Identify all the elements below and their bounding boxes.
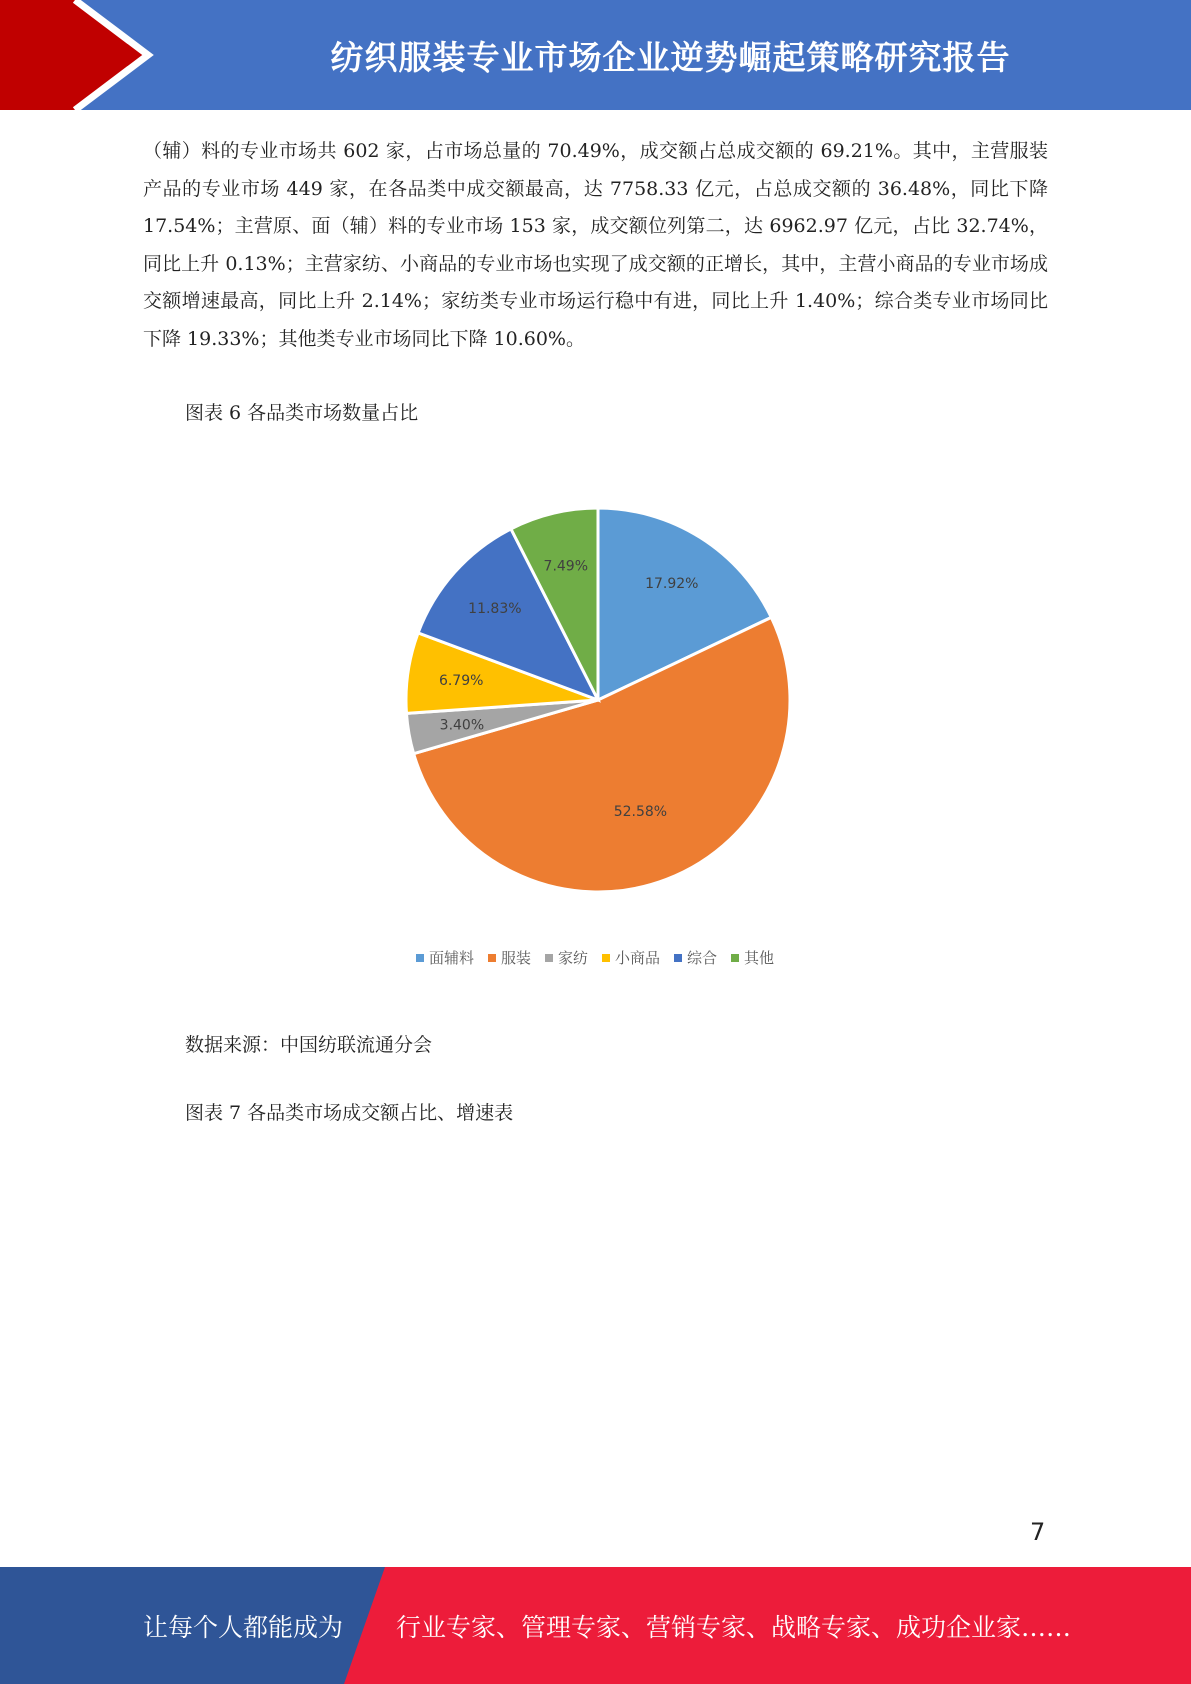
body-paragraph: （辅）料的专业市场共 602 家，占市场总量的 70.49%，成交额占总成交额的 69.21%。其中，主营服装产品的专业市场 449 家，在各品类中成交额最高，达 7758.33 亿元，占总成交额的 36.48%，同比下降 17.54%；主营原、面（辅）料的专业市场 153 家，成交额位列第二，达 6962.97 亿元，占比 32.74%，同比上升 0.13%；主营家纺、小商品的专业市场也实现了成交额的正增长，其中，主营小商品的专业市场成交额增速最高，同比上升 2.14%；家纺类专业市场运行稳中有进，同比上升 1.40%；综合类专业市场同比下降 19.33%；其他类专业市场同比下降 10.60%。: [143, 140, 1048, 350]
report-title: 纺织服装专业市场企业逆势崛起策略研究报告: [330, 37, 1011, 77]
legend-swatch-icon: [488, 954, 496, 962]
figure-7-caption: 图表 7 各品类市场成交额占比、增速表: [185, 1102, 514, 1124]
legend-item-1: [416, 947, 474, 968]
legend-label: 家纺: [557, 949, 588, 967]
legend-label: 面辅料: [428, 949, 474, 967]
chart-legend: [140, 947, 1050, 968]
figure-6-caption: 图表 6 各品类市场数量占比: [185, 402, 419, 424]
legend-item-5: [674, 947, 717, 968]
pie-data-label-2: 52.58%: [613, 804, 668, 821]
legend-swatch-icon: [416, 954, 424, 962]
pie-data-label-6: 7.49%: [543, 558, 589, 575]
legend-swatch-icon: [674, 954, 682, 962]
legend-label: 小商品: [615, 949, 661, 967]
legend-item-3: [545, 947, 588, 968]
legend-swatch-icon: [602, 954, 610, 962]
pie-data-label-4: 6.79%: [438, 673, 484, 690]
pie-data-label-5: 11.83%: [468, 600, 522, 617]
page-number: 7: [1030, 1518, 1046, 1546]
legend-item-6: [731, 947, 774, 968]
legend-swatch-icon: [731, 954, 739, 962]
legend-label: 服装: [500, 949, 531, 967]
legend-label: 其他: [744, 949, 775, 967]
legend-swatch-icon: [545, 954, 553, 962]
footer-expert-list: 行业专家、管理专家、营销专家、战略专家、成功企业家……: [396, 1612, 1072, 1642]
legend-item-4: [602, 947, 660, 968]
pie-data-label-1: 17.92%: [645, 576, 699, 593]
pie-chart: [140, 460, 1050, 940]
data-source-note: 数据来源：中国纺联流通分会: [185, 1034, 433, 1056]
legend-label: 综合: [687, 949, 718, 967]
pie-data-label-3: 3.40%: [439, 717, 485, 734]
header-banner: [0, 0, 1191, 110]
footer-slogan: 让每个人都能成为: [143, 1612, 344, 1642]
legend-item-2: [488, 947, 531, 968]
footer-banner: [0, 1567, 1191, 1684]
pie-chart-container: [140, 460, 1050, 980]
